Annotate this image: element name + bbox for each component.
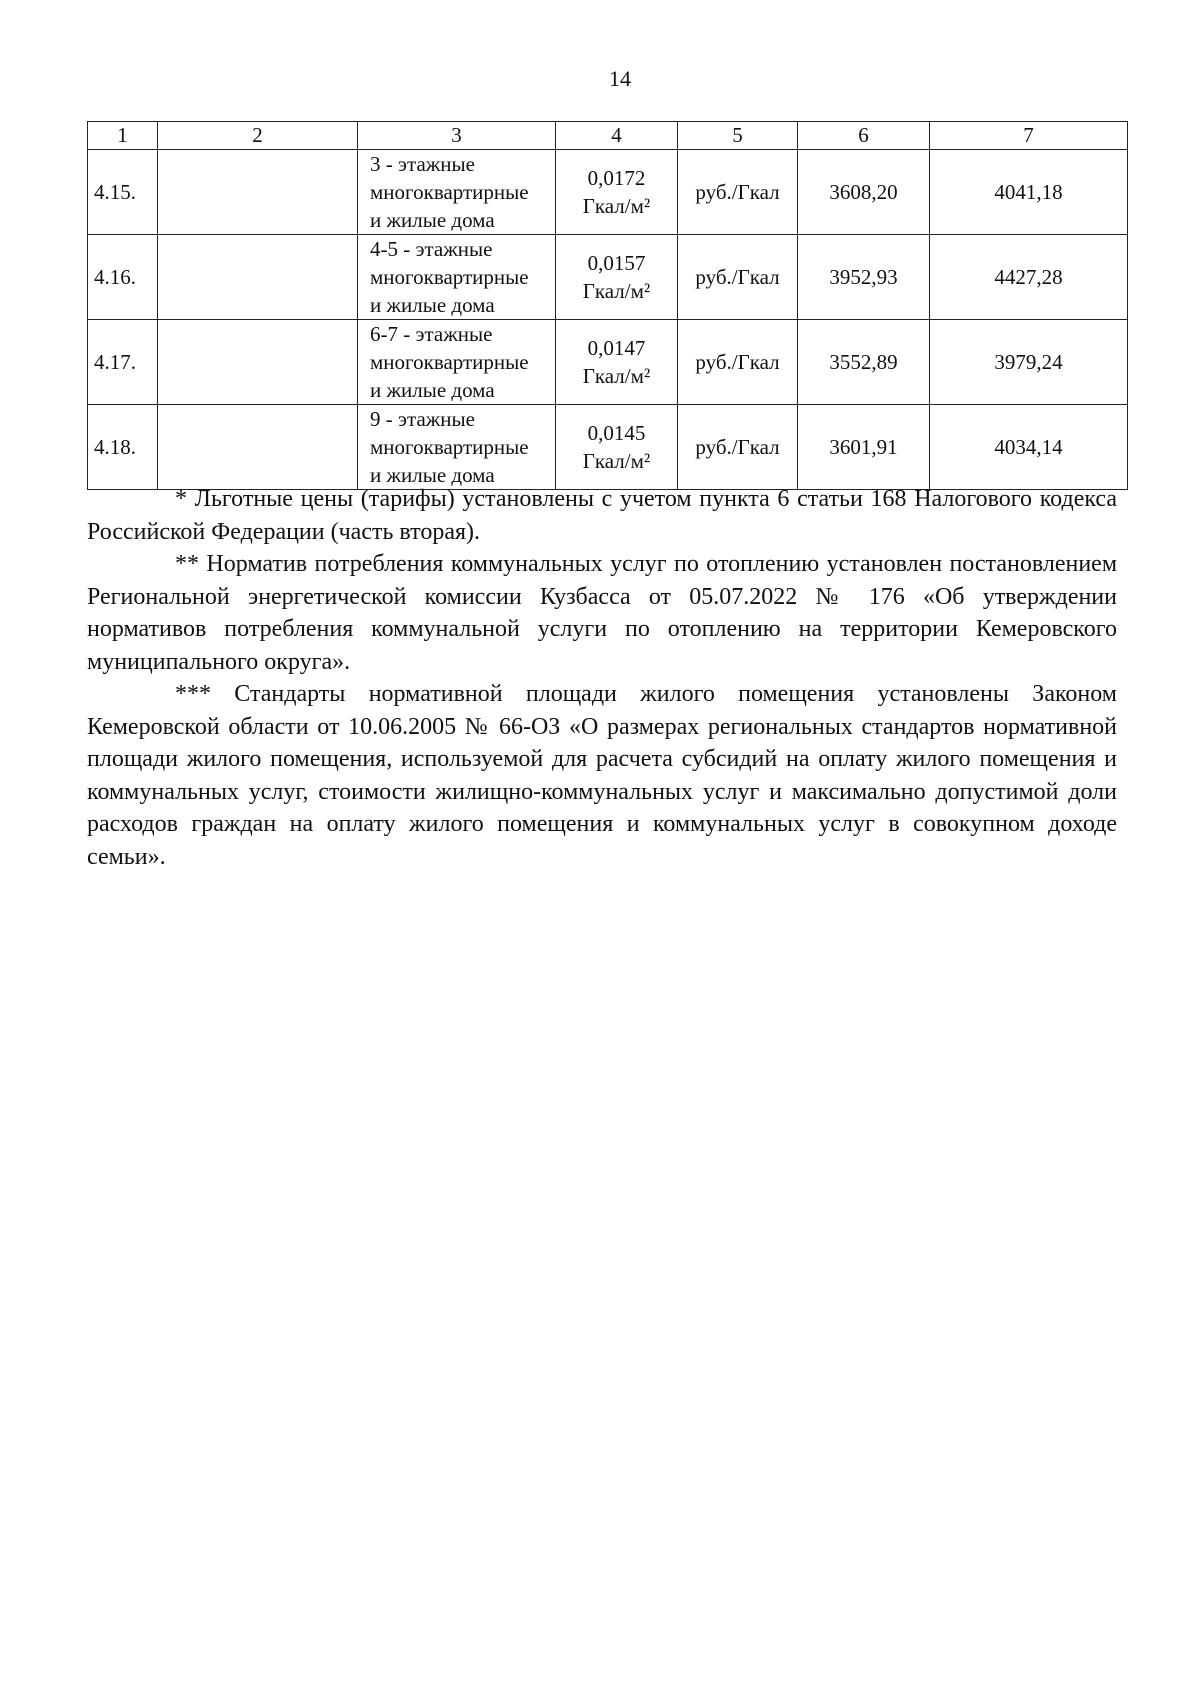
table-row xyxy=(88,235,1128,320)
column-header: 6 xyxy=(798,122,930,150)
unit-cell: руб./Гкал xyxy=(678,320,798,405)
building-type-cell xyxy=(358,320,556,405)
table-row xyxy=(88,405,1128,490)
column-header: 3 xyxy=(358,122,556,150)
norm-value: 0,0157 xyxy=(587,251,646,275)
price-cell: 3608,20 xyxy=(798,150,930,235)
table-header-row xyxy=(88,122,1128,150)
table-row xyxy=(88,150,1128,235)
norm-value: 0,0172 xyxy=(587,166,646,190)
row-group-cell xyxy=(158,235,358,320)
building-type-line: 9 - этажные xyxy=(370,407,475,431)
price-cell: 3952,93 xyxy=(798,235,930,320)
footnote-area-standards: *** Стандарты нормативной площади жилого помещения установлены Законом Кемеровской области от 10.06.2005 № 66-ОЗ «О размерах региональных стандартов нормативной площади жилого помещения, используемой для расчета субсидий на оплату жилого помещения и коммунальных услуг, стоимости жилищно-коммунальных услуг и максимально допустимой доли расходов граждан на оплату жилого помещения и коммунальных услуг в совокупном доходе семьи». xyxy=(87,681,1117,870)
consumption-norm-cell xyxy=(556,405,678,490)
column-header: 7 xyxy=(930,122,1128,150)
building-type-line: 6-7 - этажные xyxy=(370,322,493,346)
consumption-norm-cell xyxy=(556,235,678,320)
norm-unit: Гкал/м² xyxy=(582,194,651,218)
norm-unit: Гкал/м² xyxy=(582,279,651,303)
unit-cell: руб./Гкал xyxy=(678,235,798,320)
unit-cell: руб./Гкал xyxy=(678,150,798,235)
norm-unit: Гкал/м² xyxy=(582,364,651,388)
building-type-line: и жилые дома xyxy=(370,378,495,402)
price-cell: 3601,91 xyxy=(798,405,930,490)
column-header: 5 xyxy=(678,122,798,150)
column-header: 4 xyxy=(556,122,678,150)
row-group-cell xyxy=(158,320,358,405)
price-vat-cell: 4041,18 xyxy=(930,150,1128,235)
column-header: 2 xyxy=(158,122,358,150)
building-type-cell xyxy=(358,235,556,320)
building-type-line: многоквартирные xyxy=(370,265,529,289)
row-number: 4.15. xyxy=(88,150,158,235)
price-vat-cell: 4034,14 xyxy=(930,405,1128,490)
page-number: 14 xyxy=(609,66,631,91)
consumption-norm-cell xyxy=(556,320,678,405)
row-group-cell xyxy=(158,405,358,490)
norm-unit: Гкал/м² xyxy=(582,449,651,473)
building-type-line: и жилые дома xyxy=(370,463,495,487)
column-header: 1 xyxy=(88,122,158,150)
row-number: 4.18. xyxy=(88,405,158,490)
building-type-line: 4-5 - этажные xyxy=(370,237,493,261)
unit-cell: руб./Гкал xyxy=(678,405,798,490)
footnote-consumption-norm: ** Норматив потребления коммунальных услуг по отоплению установлен постановлением Региональной энергетической комиссии Кузбасса от 05.07.2022 № 176 «Об утверждении нормативов потребления коммунальной услуги по отоплению на территории Кемеровского муниципального округа». xyxy=(87,551,1117,675)
tariff-table xyxy=(87,121,1128,490)
price-vat-cell: 3979,24 xyxy=(930,320,1128,405)
consumption-norm-cell xyxy=(556,150,678,235)
building-type-line: многоквартирные xyxy=(370,435,529,459)
norm-value: 0,0145 xyxy=(587,421,646,445)
table-row xyxy=(88,320,1128,405)
building-type-line: многоквартирные xyxy=(370,180,529,204)
footnotes xyxy=(87,483,1117,873)
building-type-line: и жилые дома xyxy=(370,208,495,232)
row-number: 4.16. xyxy=(88,235,158,320)
row-group-cell xyxy=(158,150,358,235)
footnote-preferential-prices: * Льготные цены (тарифы) установлены с учетом пункта 6 статьи 168 Налогового кодекса Российской Федерации (часть вторая). xyxy=(87,486,1117,545)
building-type-cell xyxy=(358,405,556,490)
row-number: 4.17. xyxy=(88,320,158,405)
building-type-line: и жилые дома xyxy=(370,293,495,317)
building-type-line: 3 - этажные xyxy=(370,152,475,176)
norm-value: 0,0147 xyxy=(587,336,646,360)
price-vat-cell: 4427,28 xyxy=(930,235,1128,320)
price-cell: 3552,89 xyxy=(798,320,930,405)
building-type-cell xyxy=(358,150,556,235)
building-type-line: многоквартирные xyxy=(370,350,529,374)
